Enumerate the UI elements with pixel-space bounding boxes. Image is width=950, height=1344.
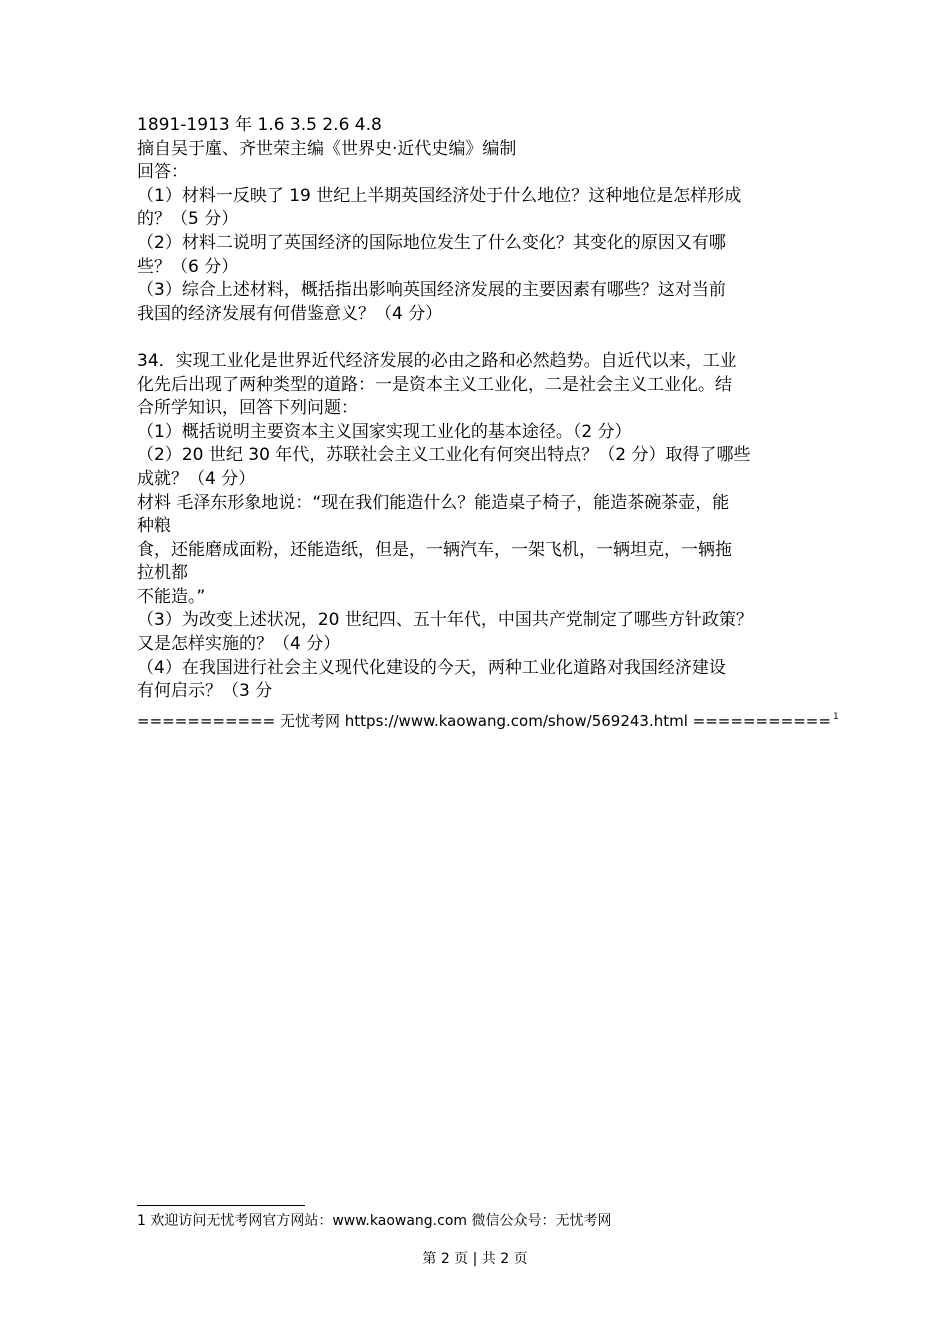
text-line: （2）20 世纪 30 年代，苏联社会主义工业化有何突出特点？（2 分）取得了哪些 (137, 445, 751, 466)
text-line: （1）概括说明主要资本主义国家实现工业化的基本途径。（2 分） (137, 421, 632, 442)
text-line: 化先后出现了两种类型的道路：一是资本主义工业化，二是社会主义工业化。结 (137, 374, 732, 395)
body-text (137, 114, 839, 732)
page-number: 第 2 页 | 共 2 页 (422, 1251, 528, 1267)
footnote-rule (137, 1205, 305, 1206)
text-line: （3）为改变上述状况，20 世纪四、五十年代，中国共产党制定了哪些方针政策？ (137, 610, 753, 631)
footnote-mark: 1 (832, 711, 839, 722)
blank-line (137, 326, 827, 350)
source-separator (137, 706, 839, 732)
text-line: （3）综合上述材料，概括指出影响英国经济发展的主要因素有哪些？这对当前 (137, 280, 726, 301)
text-line: 又是怎样实施的？（4 分） (137, 634, 341, 655)
text-line: 34．实现工业化是世界近代经济发展的必由之路和必然趋势。自近代以来，工业 (137, 350, 737, 371)
text-line: 种粮 (137, 516, 171, 537)
text-line: 摘自吴于廑、齐世荣主编《世界史·近代史编》编制 (137, 138, 517, 159)
text-line: 我国的经济发展有何借鉴意义？（4 分） (137, 303, 443, 324)
text-line: （4）在我国进行社会主义现代化建设的今天，两种工业化道路对我国经济建设 (137, 657, 726, 678)
text-line: 1891-1913 年 1.6 3.5 2.6 4.8 (137, 115, 382, 135)
text-line: （1）材料一反映了 19 世纪上半期英国经济处于什么地位？这种地位是怎样形成 (137, 185, 742, 206)
text-line: 食，还能磨成面粉，还能造纸，但是，一辆汽车，一架飞机，一辆坦克，一辆拖 (137, 539, 732, 560)
footnote: 1 欢迎访问无忧考网官方网站：www.kaowang.com 微信公众号：无忧考网 (137, 1213, 612, 1229)
text-line: 不能造。” (137, 586, 206, 607)
text-line: 合所学知识，回答下列问题： (137, 398, 358, 419)
text-line: 有何启示？（3 分 (137, 681, 273, 702)
text-line: （2）材料二说明了英国经济的国际地位发生了什么变化？其变化的原因又有哪 (137, 232, 726, 253)
text-line: 拉机都 (137, 563, 188, 584)
source-separator-text: =========== 无忧考网 https://www.kaowang.com/show/569243.html =========== (137, 711, 831, 730)
text-line: 回答： (137, 162, 188, 183)
text-line: 材料 毛泽东形象地说：“现在我们能造什么？能造桌子椅子，能造茶碗茶壶，能 (137, 492, 730, 513)
text-line: 成就？（4 分） (137, 468, 256, 489)
text-line: 的？（5 分） (137, 209, 239, 230)
text-line: 些？（6 分） (137, 256, 239, 277)
